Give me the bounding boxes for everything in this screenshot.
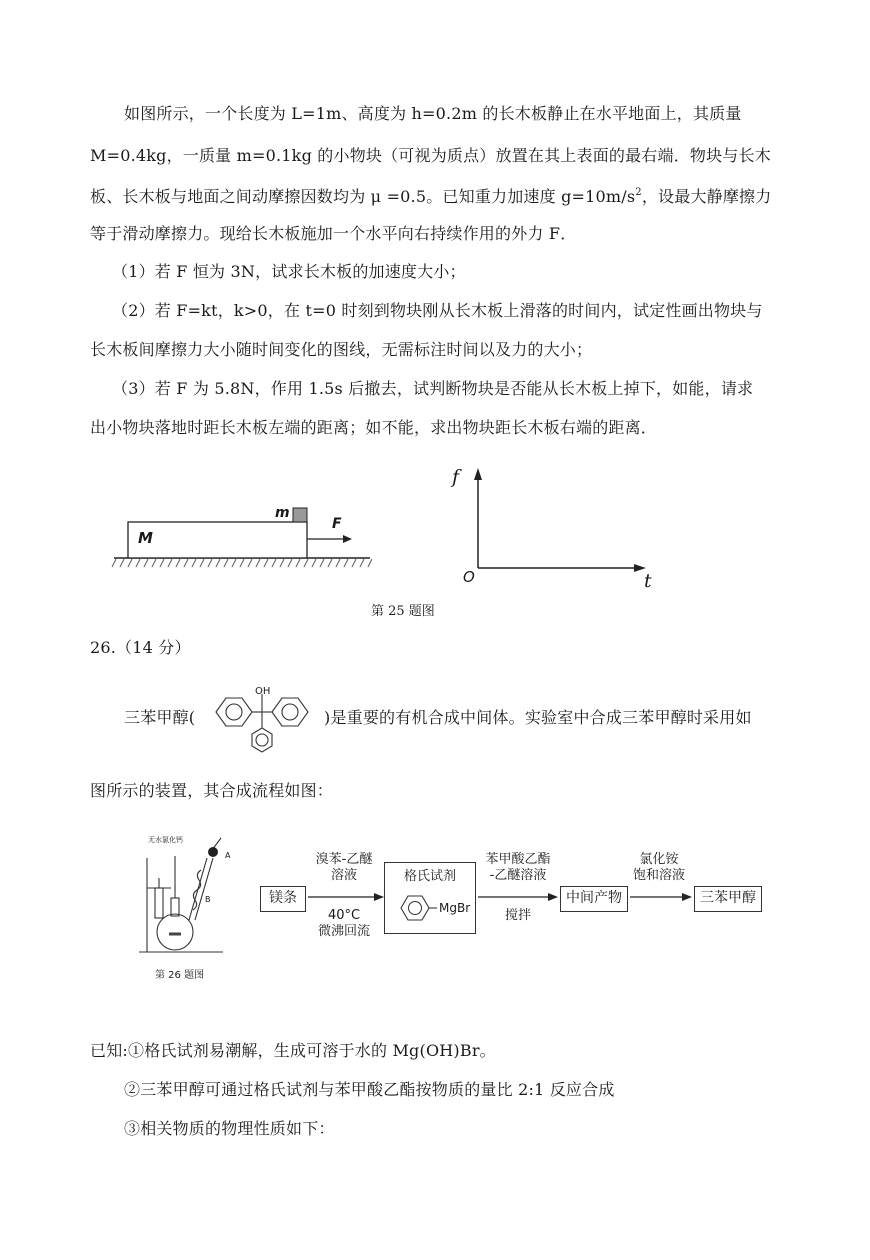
grignard-formula: MgBr — [439, 901, 471, 915]
arrow2-top-a: 苯甲酸乙酯 — [485, 852, 551, 867]
known-1: 已知:①格氏试剂易潮解，生成可溶于水的 Mg(OH)Br。 — [90, 1041, 496, 1060]
apparatus-caption: 第 26 题图 — [155, 970, 205, 981]
label-F: F — [332, 516, 342, 532]
p26-intro-c: 图所示的装置，其合成流程如图： — [90, 781, 334, 800]
arrow2-bottom: 搅拌 — [504, 908, 531, 923]
p26-heading: 26.（14 分） — [90, 638, 191, 657]
arrow3-top-b: 饱和溶液 — [632, 868, 685, 883]
apparatus-label-B: B — [205, 895, 211, 904]
p25-line-3 — [90, 187, 771, 207]
known-2: ②三苯甲醇可通过格氏试剂与苯甲酸乙酯按物质的量比 2:1 反应合成 — [124, 1080, 615, 1099]
flow-arrow-1 — [306, 890, 386, 904]
grignard-reagent-box — [384, 862, 476, 934]
flow-start-box: 镁条 — [260, 886, 306, 912]
origin-label: O — [463, 568, 475, 586]
p25-line-4: 等于滑动摩擦力。现给长木板施加一个水平向右持续作用的外力 F． — [90, 224, 577, 243]
p25-line-3-main: 板、长木板与地面之间动摩擦因数均为 μ =0.5。已知重力加速度 g=10m/s — [90, 187, 636, 206]
p26-intro-a: 三苯甲醇( — [124, 708, 196, 727]
apparatus-label-A: A — [225, 851, 231, 860]
long-board — [128, 522, 307, 558]
label-M: M — [138, 529, 153, 547]
p25-q3-line1: （3）若 F 为 5.8N，作用 1.5s 后撤去，试判断物块是否能从长木板上掉下，如能，请求 — [112, 379, 754, 398]
arrow1-bottom-b: 微沸回流 — [317, 924, 370, 939]
grignard-title: 格氏试剂 — [403, 869, 456, 884]
product-box: 三苯甲醇 — [694, 886, 762, 912]
arrow2-top-b: -乙醚溶液 — [489, 868, 547, 883]
flow-arrow-3 — [628, 890, 694, 904]
benzene-ring — [397, 891, 437, 925]
triphenylmethanol-structure — [200, 656, 322, 754]
p25-q2-line1: （2）若 F=kt，k>0，在 t=0 时刻到物块刚从长木板上滑落的时间内，试定性画出物块与 — [112, 301, 763, 320]
arrow1-top-b: 溶液 — [330, 868, 357, 883]
p25-line-3-end: ，设最大静摩擦力 — [641, 187, 772, 206]
oh-label: OH — [255, 686, 271, 697]
p25-line-1: 如图所示，一个长度为 L=1m、高度为 h=0.2m 的长木板静止在水平地面上，其质量 — [124, 104, 742, 123]
p25-q2-line2: 长木板间摩擦力大小随时间变化的图线，无需标注时间以及力的大小； — [90, 340, 593, 359]
figure-25-caption: 第 25 题图 — [371, 604, 435, 619]
small-block — [293, 508, 307, 522]
arrow3-top-a: 氯化铵 — [639, 852, 679, 867]
label-m: m — [275, 505, 290, 521]
p25-q1: （1）若 F 恒为 3N，试求长木板的加速度大小； — [112, 262, 466, 281]
axis-t-label: t — [644, 570, 652, 592]
f-t-axes — [460, 462, 660, 582]
p26-intro-b: )是重要的有机合成中间体。实验室中合成三苯甲醇时采用如 — [324, 708, 752, 727]
arrow1-bottom-a: 40°C — [327, 908, 361, 923]
p25-line-2: M=0.4kg，一质量 m=0.1kg 的小物块（可视为质点）放置在其上表面的最右端．物块与长木 — [90, 146, 771, 165]
drying-tube-label: 无水氯化钙 — [148, 836, 183, 844]
arrow1-top-a: 溴苯-乙醚 — [315, 852, 373, 867]
flow-arrow-2 — [476, 890, 560, 904]
p25-q3-line2: 出小物块落地时距长木板左端的距离；如不能，求出物块距长木板右端的距离． — [90, 418, 658, 437]
intermediate-box: 中间产物 — [560, 886, 628, 912]
known-3: ③相关物质的物理性质如下： — [124, 1119, 335, 1138]
p25-line-3-sup: 2 — [635, 187, 642, 198]
axis-f-label: f — [452, 466, 460, 488]
